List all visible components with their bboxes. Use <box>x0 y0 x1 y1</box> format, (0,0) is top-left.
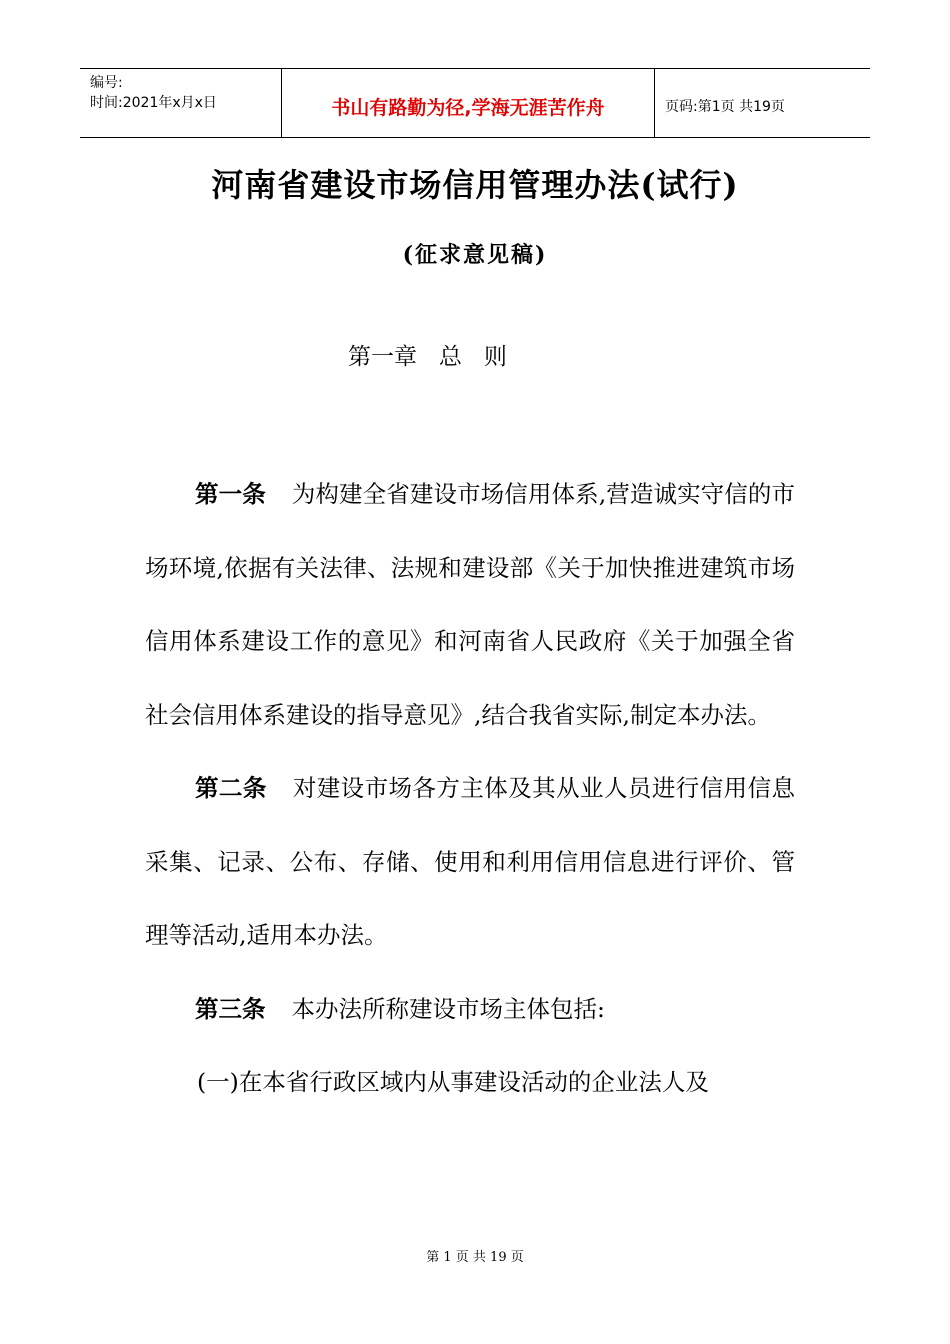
article-text: 对建设市场各方主体及其从业人员进行信用信息采集、记录、公布、存储、使用和利用信用信息进行评价、管理等活动,适用本办法。 <box>145 774 796 949</box>
article-label: 第一条 <box>195 480 266 508</box>
document-subtitle: (征求意见稿) <box>402 242 548 268</box>
chapter-heading: 第一章 总 则 <box>348 344 507 370</box>
article-1 <box>145 458 795 752</box>
article-text: 本办法所称建设市场主体包括: <box>291 994 605 1023</box>
number-label: 编号: <box>90 75 123 91</box>
document-body <box>145 458 795 1120</box>
list-item: (一)在本省行政区域内从事建设活动的企业法人及 <box>197 1068 709 1096</box>
time-label: 时间:2021年x月x日 <box>90 95 217 111</box>
article-2 <box>145 752 795 973</box>
article-text: 为构建全省建设市场信用体系,营造诚实守信的市场环境,依据有关法律、法规和建设部《关于加快推进建筑市场信用体系建设工作的意见》和河南省人民政府《关于加强全省社会信用体系建设的指导意见》,结合我省实际,制定本办法。 <box>145 480 795 729</box>
article-3 <box>145 973 795 1047</box>
page-footer: 第 1 页 共 19 页 <box>426 1250 524 1265</box>
header-table <box>80 68 870 138</box>
header-motto: 书山有路勤为径,学海无涯苦作舟 <box>282 69 655 137</box>
article-label: 第三条 <box>195 994 266 1023</box>
document-title: 河南省建设市场信用管理办法(试行) <box>211 166 739 204</box>
article-label: 第二条 <box>195 774 267 802</box>
header-page-info: 页码:第1页 共19页 <box>665 99 785 115</box>
header-meta <box>80 69 282 137</box>
